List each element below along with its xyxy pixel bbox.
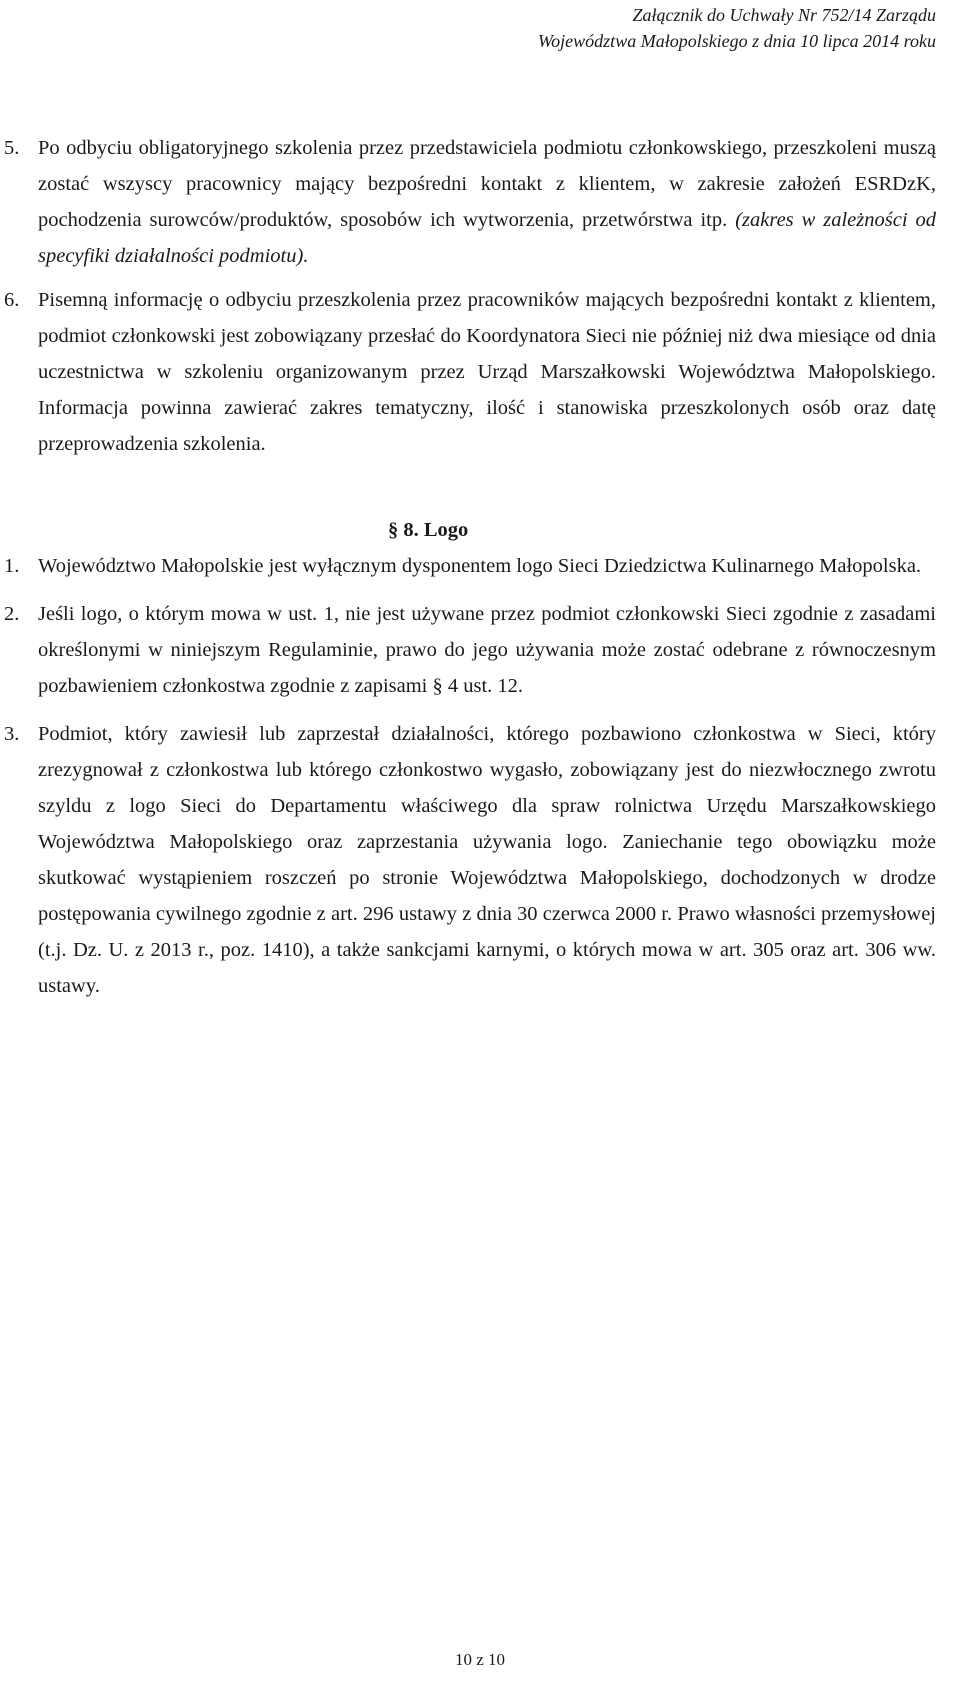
point-5-text: Po odbyciu obligatoryjnego szkolenia przez przedstawiciela podmiotu członkowskiego, przeszkoleni muszą zostać wszyscy pracownicy mający bezpośredni kontakt z klientem, w zakresie założeń ESRDzK, pochodzenia surowców/produktów, sposobów ich wytworzenia, przetwórstwa itp. — [38, 137, 936, 231]
header-line-2: Województwa Małopolskiego z dnia 10 lipca 2014 roku — [537, 31, 936, 51]
point-5 — [0, 130, 960, 274]
point-5-number: 5. — [4, 137, 20, 159]
page-number: 10 z 10 — [454, 1650, 506, 1669]
logo-item-3 — [0, 716, 960, 1004]
logo-item-2-reference: 4 ust. 12. — [447, 675, 524, 697]
point-6-text: Pisemną informację o odbyciu przeszkolenia przez pracowników mających bezpośredni kontakt z klientem, podmiot członkowski jest zobowiązany przesłać do Koordynatora Sieci nie później niż dwa miesiące od dnia uczestnictwa w szkoleniu organizowanym przez Urząd Marszałkowski Województwa Małopolskiego. Informacja powinna zawierać zakres tematyczny, ilość i stanowiska przeszkolonych osób oraz datę przeprowadzenia szkolenia. — [38, 289, 936, 455]
point-5-italic-note: (zakres w zależności od specyfiki działalności podmiotu). — [38, 209, 936, 267]
logo-item-2 — [0, 596, 960, 704]
document-header — [538, 2, 936, 54]
logo-item-2-symbol: § — [432, 675, 443, 697]
logo-item-1-text: Województwo Małopolskie jest wyłącznym dysponentem logo Sieci Dziedzictwa Kulinarnego Małopolska. — [38, 555, 922, 577]
point-6 — [0, 282, 960, 462]
section-symbol: § — [388, 519, 399, 541]
logo-item-3-text: Podmiot, który zawiesił lub zaprzestał działalności, którego pozbawiono członkostwa w Sieci, który zrezygnował z członkostwa lub którego członkostwo wygasło, zobowiązany jest do niezwłocznego zwrotu szyldu z logo Sieci do Departamentu właściwego dla spraw rolnictwa Urzędu Marszałkowskiego Województwa Małopolskiego oraz zaprzestania używania logo. Zaniechanie tego obowiązku może skutkować wystąpieniem roszczeń po stronie Województwa Małopolskiego, dochodzonych w drodze postępowania cywilnego zgodnie z art. 296 ustawy z dnia 30 czerwca 2000 r. Prawo własności przemysłowej (t.j. Dz. U. z 2013 r., poz. 1410), a także sankcjami karnymi, o których mowa w art. 305 oraz art. 306 ww. ustawy. — [38, 723, 936, 997]
logo-item-1-number: 1. — [4, 555, 20, 577]
logo-item-3-number: 3. — [4, 723, 20, 745]
document-body — [0, 130, 960, 1004]
logo-item-2-number: 2. — [4, 603, 20, 625]
logo-item-2-text: Jeśli logo, o którym mowa w ust. 1, nie jest używane przez podmiot członkowski Sieci zgodnie z zasadami określonymi w niniejszym Regulaminie, prawo do jego używania może zostać odebrane z równoczesnym pozbawieniem członkostwa zgodnie z zapisami — [38, 603, 936, 697]
section-title: 8. Logo — [403, 519, 469, 541]
header-line-1: Załącznik do Uchwały Nr 752/14 Zarządu — [632, 5, 936, 25]
point-6-number: 6. — [4, 289, 20, 311]
section-heading — [388, 512, 960, 548]
logo-item-1 — [0, 548, 960, 584]
